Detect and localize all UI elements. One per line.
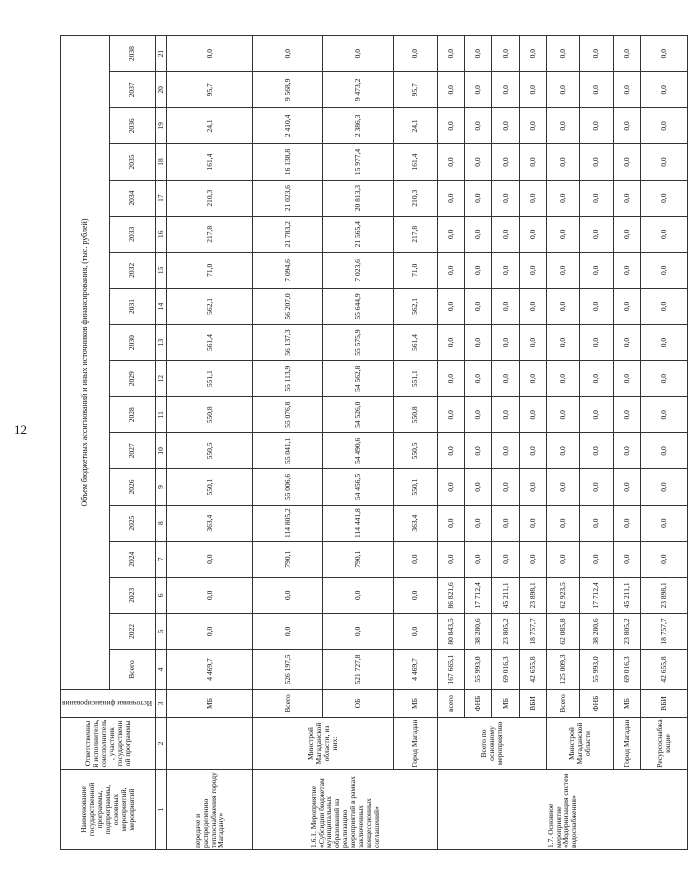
- cell-value: 0,0: [465, 505, 492, 541]
- cell-value: 550,1: [166, 469, 252, 505]
- cell-value: 0,0: [492, 325, 519, 361]
- cell-value: 0,0: [640, 325, 687, 361]
- header-funding-title: Объем бюджетных ассигнований и иных источников финансирования, (тыс. рублей): [61, 36, 110, 690]
- cell-responsible: [166, 718, 252, 770]
- cell-value: 0,0: [438, 505, 465, 541]
- header-year: 2024: [109, 541, 155, 577]
- header-year: 2036: [109, 108, 155, 144]
- cell-value: 2 410,4: [253, 108, 323, 144]
- cell-value: 0,0: [492, 144, 519, 180]
- cell-value: 0,0: [613, 325, 640, 361]
- cell-value: 0,0: [166, 36, 252, 72]
- header-responsible: Ответственный исполнитель, соисполнитель, участник государственной программы: [61, 718, 156, 770]
- cell-value: 0,0: [580, 36, 613, 72]
- cell-source: ВБИ: [640, 690, 687, 718]
- cell-value: 0,0: [640, 216, 687, 252]
- cell-value: 0,0: [640, 397, 687, 433]
- cell-value: 0,0: [166, 541, 252, 577]
- header-year: 2022: [109, 613, 155, 649]
- column-number: 5: [156, 613, 167, 649]
- cell-value: 0,0: [546, 252, 579, 288]
- cell-value: 0,0: [438, 72, 465, 108]
- cell-value: 95,7: [166, 72, 252, 108]
- cell-value: 790,1: [323, 541, 393, 577]
- cell-responsible: Минстрой Магаданской области: [546, 718, 613, 770]
- cell-value: 9 473,2: [323, 72, 393, 108]
- cell-value: 0,0: [323, 36, 393, 72]
- cell-value: 0,0: [580, 180, 613, 216]
- page-number: 12: [14, 422, 27, 437]
- cell-value: 0,0: [640, 361, 687, 397]
- cell-value: 95,7: [393, 72, 437, 108]
- column-number: 11: [156, 397, 167, 433]
- cell-value: 161,4: [166, 144, 252, 180]
- cell-value: 0,0: [640, 288, 687, 324]
- header-source: Источники финансирования: [61, 690, 156, 718]
- cell-source: Всего: [546, 690, 579, 718]
- cell-value: 0,0: [492, 469, 519, 505]
- column-number: 16: [156, 216, 167, 252]
- table-row: [613, 36, 640, 850]
- cell-value: 0,0: [580, 541, 613, 577]
- cell-value: 0,0: [519, 216, 546, 252]
- cell-value: 0,0: [438, 288, 465, 324]
- cell-name: 1.7. Основное мероприятие «Модернизация систем водоснабжения»: [438, 770, 688, 850]
- cell-total: 42 655,8: [640, 650, 687, 690]
- cell-value: 54 490,6: [323, 433, 393, 469]
- cell-value: 0,0: [519, 180, 546, 216]
- cell-value: 16 138,8: [253, 144, 323, 180]
- cell-value: 0,0: [519, 108, 546, 144]
- column-number: 14: [156, 288, 167, 324]
- cell-value: 0,0: [438, 433, 465, 469]
- cell-source: ОБ: [323, 690, 393, 718]
- cell-value: 0,0: [492, 288, 519, 324]
- cell-value: 0,0: [438, 36, 465, 72]
- cell-value: 0,0: [519, 469, 546, 505]
- cell-value: 0,0: [492, 541, 519, 577]
- cell-value: 562,1: [166, 288, 252, 324]
- cell-value: 0,0: [465, 144, 492, 180]
- cell-value: 18 757,7: [640, 613, 687, 649]
- header-year: 2033: [109, 216, 155, 252]
- cell-source: Всего: [253, 690, 323, 718]
- cell-value: 0,0: [393, 613, 437, 649]
- cell-name: передаче и распределению теплоснабжения городу Магадану»: [166, 770, 252, 850]
- table-row: [166, 36, 252, 850]
- header-year: 2027: [109, 433, 155, 469]
- cell-value: 114 441,8: [323, 505, 393, 541]
- cell-value: 551,1: [393, 361, 437, 397]
- cell-total: 4 469,7: [166, 650, 252, 690]
- cell-value: 550,5: [393, 433, 437, 469]
- column-number: 10: [156, 433, 167, 469]
- cell-value: 0,0: [465, 108, 492, 144]
- cell-value: 0,0: [546, 144, 579, 180]
- cell-value: 0,0: [465, 216, 492, 252]
- cell-value: 20 813,3: [323, 180, 393, 216]
- cell-source: ВБИ: [519, 690, 546, 718]
- cell-value: 551,1: [166, 361, 252, 397]
- cell-value: 217,8: [166, 216, 252, 252]
- cell-value: 0,0: [492, 180, 519, 216]
- cell-responsible: Ресурсоснабжающие: [640, 718, 687, 770]
- cell-value: 71,0: [166, 252, 252, 288]
- cell-value: 0,0: [640, 252, 687, 288]
- header-year: 2029: [109, 361, 155, 397]
- cell-value: 0,0: [492, 433, 519, 469]
- cell-value: 0,0: [580, 433, 613, 469]
- cell-value: 55 113,9: [253, 361, 323, 397]
- header-year: 2023: [109, 577, 155, 613]
- cell-value: 0,0: [323, 613, 393, 649]
- cell-value: 210,3: [393, 180, 437, 216]
- cell-value: 0,0: [580, 505, 613, 541]
- cell-value: 18 757,7: [519, 613, 546, 649]
- cell-value: 0,0: [519, 72, 546, 108]
- cell-name: 1.6.1. Мероприятие «Субсидии бюджетам муниципальных образований на реализацию мероприятий в рамках заключенных концессионных соглашений»: [253, 770, 438, 850]
- cell-value: 0,0: [465, 541, 492, 577]
- cell-source: ФНБ: [580, 690, 613, 718]
- funding-table: [60, 35, 688, 850]
- cell-source: МБ: [613, 690, 640, 718]
- cell-value: 0,0: [465, 288, 492, 324]
- cell-value: 62 923,5: [546, 577, 579, 613]
- cell-value: 0,0: [613, 72, 640, 108]
- cell-value: 0,0: [519, 144, 546, 180]
- cell-value: 0,0: [546, 72, 579, 108]
- cell-value: 210,3: [166, 180, 252, 216]
- cell-value: 17 712,4: [465, 577, 492, 613]
- cell-value: 0,0: [492, 397, 519, 433]
- cell-value: 0,0: [613, 361, 640, 397]
- rotated-table-container: [60, 35, 672, 850]
- cell-value: 561,4: [166, 325, 252, 361]
- column-number: 1: [156, 770, 167, 850]
- cell-responsible: Всего по основному мероприятию: [438, 718, 547, 770]
- cell-value: 55 076,8: [253, 397, 323, 433]
- cell-value: 0,0: [492, 36, 519, 72]
- cell-value: 0,0: [519, 433, 546, 469]
- cell-responsible: Город Магадан: [613, 718, 640, 770]
- column-number: 20: [156, 72, 167, 108]
- cell-value: 0,0: [613, 433, 640, 469]
- cell-value: 0,0: [580, 252, 613, 288]
- cell-total: 125 009,3: [546, 650, 579, 690]
- cell-value: 0,0: [465, 252, 492, 288]
- header-year: 2037: [109, 72, 155, 108]
- cell-value: 0,0: [580, 469, 613, 505]
- cell-value: 54 526,0: [323, 397, 393, 433]
- cell-value: 0,0: [323, 577, 393, 613]
- cell-value: 0,0: [640, 505, 687, 541]
- cell-value: 0,0: [519, 397, 546, 433]
- cell-value: 0,0: [546, 397, 579, 433]
- cell-value: 0,0: [166, 613, 252, 649]
- cell-total: 55 993,0: [580, 650, 613, 690]
- cell-value: 0,0: [613, 397, 640, 433]
- cell-responsible: Минстрой Магаданской области, из них:: [253, 718, 394, 770]
- cell-value: 0,0: [465, 433, 492, 469]
- cell-value: 0,0: [580, 72, 613, 108]
- cell-value: 0,0: [465, 72, 492, 108]
- cell-total: 521 727,8: [323, 650, 393, 690]
- cell-value: 0,0: [465, 180, 492, 216]
- cell-total: 69 016,3: [492, 650, 519, 690]
- cell-value: 0,0: [519, 361, 546, 397]
- cell-value: 0,0: [546, 469, 579, 505]
- cell-value: 0,0: [640, 541, 687, 577]
- cell-value: 0,0: [492, 505, 519, 541]
- cell-value: 54 562,8: [323, 361, 393, 397]
- cell-value: 0,0: [546, 433, 579, 469]
- column-number: 21: [156, 36, 167, 72]
- column-number: 12: [156, 361, 167, 397]
- cell-value: 0,0: [253, 36, 323, 72]
- cell-value: 0,0: [613, 108, 640, 144]
- cell-value: 0,0: [640, 180, 687, 216]
- cell-total: 55 993,0: [465, 650, 492, 690]
- cell-value: 0,0: [613, 180, 640, 216]
- header-name: Наименование государственной программы, подпрограммы, основных мероприятий, мероприятий: [61, 770, 156, 850]
- cell-value: 0,0: [519, 252, 546, 288]
- column-number: 17: [156, 180, 167, 216]
- cell-value: 23 805,2: [613, 613, 640, 649]
- cell-value: 0,0: [438, 325, 465, 361]
- cell-value: 0,0: [438, 216, 465, 252]
- table-row: [640, 36, 687, 850]
- cell-responsible: Город Магадан: [393, 718, 437, 770]
- cell-value: 21 783,2: [253, 216, 323, 252]
- header-year: 2028: [109, 397, 155, 433]
- cell-source: МБ: [393, 690, 437, 718]
- cell-value: 55 041,1: [253, 433, 323, 469]
- column-number: 13: [156, 325, 167, 361]
- cell-value: 23 805,2: [492, 613, 519, 649]
- cell-value: 0,0: [519, 288, 546, 324]
- table-row: [393, 36, 437, 850]
- cell-value: 161,4: [393, 144, 437, 180]
- cell-value: 55 575,9: [323, 325, 393, 361]
- cell-value: 0,0: [640, 433, 687, 469]
- column-number: 2: [156, 718, 167, 770]
- cell-value: 21 023,6: [253, 180, 323, 216]
- cell-value: 0,0: [438, 252, 465, 288]
- cell-value: 0,0: [613, 541, 640, 577]
- cell-value: 217,8: [393, 216, 437, 252]
- cell-source: ФНБ: [465, 690, 492, 718]
- cell-value: 56 207,0: [253, 288, 323, 324]
- cell-value: 790,1: [253, 541, 323, 577]
- cell-value: 24,1: [166, 108, 252, 144]
- cell-value: 550,8: [166, 397, 252, 433]
- cell-value: 561,4: [393, 325, 437, 361]
- cell-value: 363,4: [393, 505, 437, 541]
- cell-value: 550,5: [166, 433, 252, 469]
- cell-value: 0,0: [465, 397, 492, 433]
- cell-value: 0,0: [492, 72, 519, 108]
- column-number: 15: [156, 252, 167, 288]
- cell-value: 562,1: [393, 288, 437, 324]
- cell-value: 0,0: [640, 72, 687, 108]
- cell-value: 0,0: [546, 325, 579, 361]
- cell-value: 54 456,5: [323, 469, 393, 505]
- cell-value: 114 805,2: [253, 505, 323, 541]
- cell-value: 0,0: [613, 216, 640, 252]
- cell-source: МБ: [492, 690, 519, 718]
- cell-value: 55 006,6: [253, 469, 323, 505]
- cell-total: 167 665,1: [438, 650, 465, 690]
- cell-value: 0,0: [640, 36, 687, 72]
- cell-value: 0,0: [546, 288, 579, 324]
- cell-value: 0,0: [393, 36, 437, 72]
- cell-total: 526 197,5: [253, 650, 323, 690]
- cell-value: 23 898,1: [519, 577, 546, 613]
- cell-value: 0,0: [640, 144, 687, 180]
- column-number: 7: [156, 541, 167, 577]
- table-row: [546, 36, 579, 850]
- cell-value: 0,0: [492, 361, 519, 397]
- cell-value: 0,0: [580, 397, 613, 433]
- cell-value: 56 137,3: [253, 325, 323, 361]
- cell-value: 45 211,1: [613, 577, 640, 613]
- cell-value: 0,0: [580, 144, 613, 180]
- cell-value: 0,0: [580, 288, 613, 324]
- cell-value: 0,0: [546, 541, 579, 577]
- header-total: Всего: [109, 650, 155, 690]
- cell-value: 0,0: [253, 613, 323, 649]
- cell-value: 0,0: [546, 36, 579, 72]
- cell-value: 0,0: [465, 36, 492, 72]
- header-year: 2035: [109, 144, 155, 180]
- cell-value: 9 568,9: [253, 72, 323, 108]
- cell-value: 2 386,3: [323, 108, 393, 144]
- table-row: [438, 36, 465, 850]
- cell-value: 0,0: [438, 108, 465, 144]
- column-number: 9: [156, 469, 167, 505]
- cell-value: 55 644,9: [323, 288, 393, 324]
- header-year: 2030: [109, 325, 155, 361]
- cell-value: 0,0: [613, 505, 640, 541]
- cell-value: 17 712,4: [580, 577, 613, 613]
- cell-value: 0,0: [438, 541, 465, 577]
- column-number: 4: [156, 650, 167, 690]
- cell-value: 550,8: [393, 397, 437, 433]
- cell-value: 0,0: [519, 541, 546, 577]
- header-year: 2032: [109, 252, 155, 288]
- cell-value: 0,0: [613, 36, 640, 72]
- cell-value: 0,0: [438, 144, 465, 180]
- header-year: 2025: [109, 505, 155, 541]
- cell-value: 0,0: [519, 36, 546, 72]
- column-number: 8: [156, 505, 167, 541]
- cell-value: 0,0: [253, 577, 323, 613]
- cell-value: 0,0: [580, 108, 613, 144]
- cell-value: 0,0: [640, 469, 687, 505]
- cell-value: 80 843,5: [438, 613, 465, 649]
- cell-value: 0,0: [613, 288, 640, 324]
- cell-value: 0,0: [393, 577, 437, 613]
- header-year: 2034: [109, 180, 155, 216]
- cell-source: всего: [438, 690, 465, 718]
- cell-value: 0,0: [166, 577, 252, 613]
- cell-value: 45 211,1: [492, 577, 519, 613]
- column-number: 19: [156, 108, 167, 144]
- cell-value: 0,0: [546, 505, 579, 541]
- cell-value: 0,0: [580, 361, 613, 397]
- cell-total: 42 655,8: [519, 650, 546, 690]
- cell-value: 0,0: [580, 325, 613, 361]
- cell-value: 0,0: [465, 361, 492, 397]
- column-number: 18: [156, 144, 167, 180]
- cell-value: 0,0: [438, 180, 465, 216]
- cell-value: 0,0: [438, 361, 465, 397]
- cell-total: 69 016,3: [613, 650, 640, 690]
- cell-value: 21 565,4: [323, 216, 393, 252]
- cell-value: 0,0: [465, 469, 492, 505]
- cell-value: 71,0: [393, 252, 437, 288]
- cell-value: 0,0: [546, 180, 579, 216]
- cell-value: 0,0: [613, 252, 640, 288]
- cell-value: 0,0: [393, 541, 437, 577]
- cell-value: 550,1: [393, 469, 437, 505]
- cell-value: 0,0: [492, 252, 519, 288]
- cell-value: 0,0: [613, 144, 640, 180]
- cell-value: 23 898,1: [640, 577, 687, 613]
- cell-total: 4 469,7: [393, 650, 437, 690]
- cell-value: 0,0: [546, 361, 579, 397]
- cell-value: 0,0: [519, 325, 546, 361]
- cell-value: 86 821,6: [438, 577, 465, 613]
- cell-value: 7 094,6: [253, 252, 323, 288]
- cell-value: 0,0: [580, 216, 613, 252]
- cell-source: МБ: [166, 690, 252, 718]
- cell-value: 0,0: [546, 216, 579, 252]
- column-number: 3: [156, 690, 167, 718]
- cell-value: 62 085,8: [546, 613, 579, 649]
- cell-value: 7 023,6: [323, 252, 393, 288]
- column-number: 6: [156, 577, 167, 613]
- header-year: 2038: [109, 36, 155, 72]
- cell-value: 0,0: [492, 108, 519, 144]
- cell-value: 0,0: [546, 108, 579, 144]
- cell-value: 24,1: [393, 108, 437, 144]
- cell-value: 38 280,6: [465, 613, 492, 649]
- cell-value: 0,0: [438, 469, 465, 505]
- cell-value: 0,0: [438, 397, 465, 433]
- cell-value: 15 977,4: [323, 144, 393, 180]
- table-row: [253, 36, 323, 850]
- cell-value: 0,0: [613, 469, 640, 505]
- cell-value: 0,0: [465, 325, 492, 361]
- header-year: 2031: [109, 288, 155, 324]
- cell-value: 0,0: [640, 108, 687, 144]
- cell-value: 363,4: [166, 505, 252, 541]
- cell-value: 38 280,6: [580, 613, 613, 649]
- cell-value: 0,0: [492, 216, 519, 252]
- cell-value: 0,0: [519, 505, 546, 541]
- header-year: 2026: [109, 469, 155, 505]
